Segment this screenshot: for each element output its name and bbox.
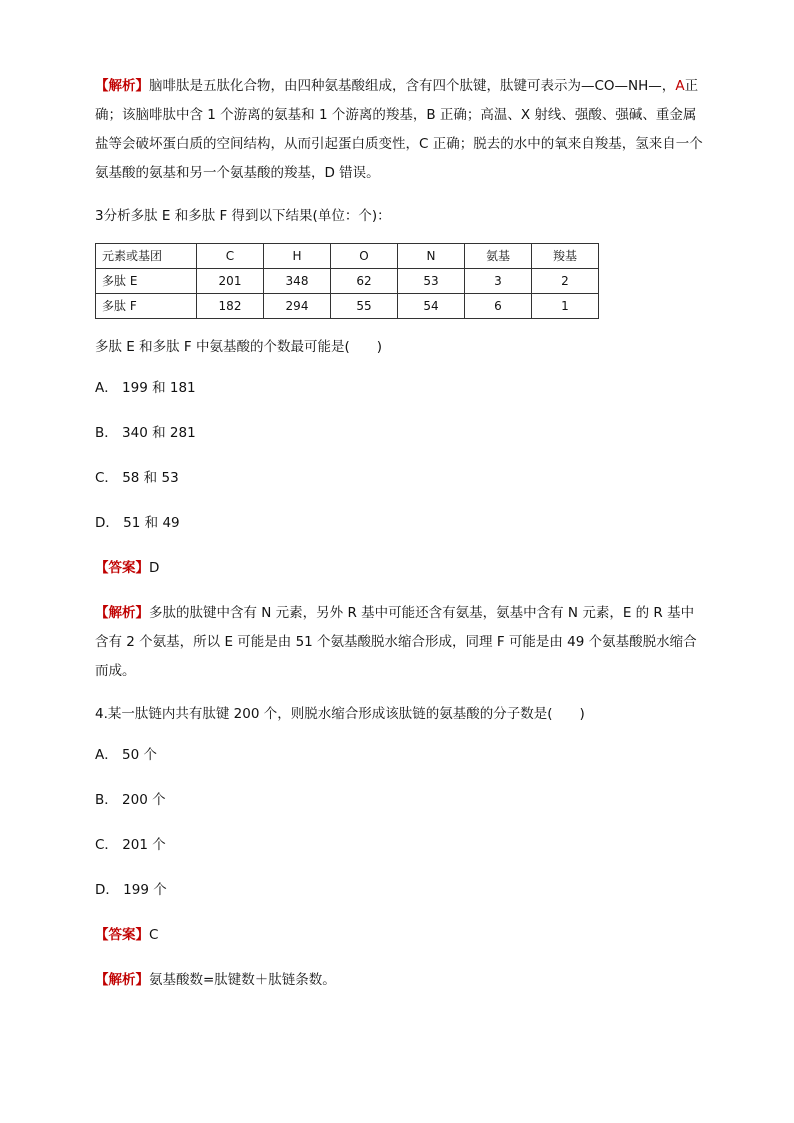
table-cell: 多肽 F xyxy=(96,294,197,319)
table-cell: 多肽 E xyxy=(96,269,197,294)
peptide-data-table xyxy=(95,243,599,319)
question-3-stem: 3分析多肽 E 和多肽 F 得到以下结果(单位：个)： xyxy=(95,208,391,224)
table-header-cell: H xyxy=(264,244,331,269)
table-header-cell: N xyxy=(398,244,465,269)
analysis-text-b: 正确；该脑啡肽中含 1 个游离的氨基和 1 个游离的羧基，B 正确；高温、X 射线、强酸、强碱、重金属盐等会破坏蛋白质的空间结构，从而引起蛋白质变性，C 正确；脱去的水中的氧来自羧基，氢来自一个氨基酸的氨基和另一个氨基酸的羧基，D 错误。 xyxy=(95,78,703,181)
table-cell: 3 xyxy=(465,269,532,294)
document-page xyxy=(95,72,705,1009)
q4-option-b: B． 200 个 xyxy=(95,792,166,808)
question-4-stem: 4.某一肽链内共有肽键 200 个，则脱水缩合形成该肽链的氨基酸的分子数是( ) xyxy=(95,706,585,722)
answer-value: C xyxy=(149,927,159,943)
table-header-cell: 元素或基团 xyxy=(96,244,197,269)
analysis-text-a-red: A xyxy=(675,78,685,94)
analysis-tag: 【解析】 xyxy=(95,972,149,988)
table-row xyxy=(96,269,599,294)
answer-tag: 【答案】 xyxy=(95,927,149,943)
answer-value: D xyxy=(149,560,160,576)
table-cell: 62 xyxy=(331,269,398,294)
analysis-tag: 【解析】 xyxy=(95,605,149,621)
table-header-cell: 氨基 xyxy=(465,244,532,269)
table-cell: 182 xyxy=(197,294,264,319)
table-row xyxy=(96,294,599,319)
q3-option-a: A． 199 和 181 xyxy=(95,380,196,396)
q3-answer xyxy=(95,554,705,583)
table-cell: 6 xyxy=(465,294,532,319)
q3-option-b: B． 340 和 281 xyxy=(95,425,196,441)
table-cell: 53 xyxy=(398,269,465,294)
q4-analysis xyxy=(95,966,705,995)
analysis-paragraph-q2 xyxy=(95,72,705,188)
analysis-text: 氨基酸数=肽键数＋肽链条数。 xyxy=(149,972,336,988)
table-header-cell: C xyxy=(197,244,264,269)
table-header-cell: 羧基 xyxy=(532,244,599,269)
analysis-text: 多肽的肽键中含有 N 元素，另外 R 基中可能还含有氨基，氨基中含有 N 元素，E 的 R 基中含有 2 个氨基，所以 E 可能是由 51 个氨基酸脱水缩合形成，同理 F 可能是由 49 个氨基酸脱水缩合而成。 xyxy=(95,605,697,679)
analysis-text-a: 脑啡肽是五肽化合物，由四种氨基酸组成，含有四个肽键，肽键可表示为—CO—NH—， xyxy=(149,78,676,94)
answer-tag: 【答案】 xyxy=(95,560,149,576)
analysis-tag: 【解析】 xyxy=(95,78,149,94)
table-cell: 348 xyxy=(264,269,331,294)
q4-option-a: A． 50 个 xyxy=(95,747,157,763)
q3-option-d: D． 51 和 49 xyxy=(95,515,180,531)
table-cell: 294 xyxy=(264,294,331,319)
table-cell: 201 xyxy=(197,269,264,294)
q4-answer xyxy=(95,921,705,950)
table-cell: 2 xyxy=(532,269,599,294)
table-cell: 1 xyxy=(532,294,599,319)
q3-option-c: C． 58 和 53 xyxy=(95,470,179,486)
table-cell: 55 xyxy=(331,294,398,319)
table-cell: 54 xyxy=(398,294,465,319)
q3-analysis xyxy=(95,599,705,686)
q4-option-c: C． 201 个 xyxy=(95,837,166,853)
q4-option-d: D． 199 个 xyxy=(95,882,167,898)
table-header-row xyxy=(96,244,599,269)
table-header-cell: O xyxy=(331,244,398,269)
question-3-prompt: 多肽 E 和多肽 F 中氨基酸的个数最可能是( ) xyxy=(95,339,382,355)
